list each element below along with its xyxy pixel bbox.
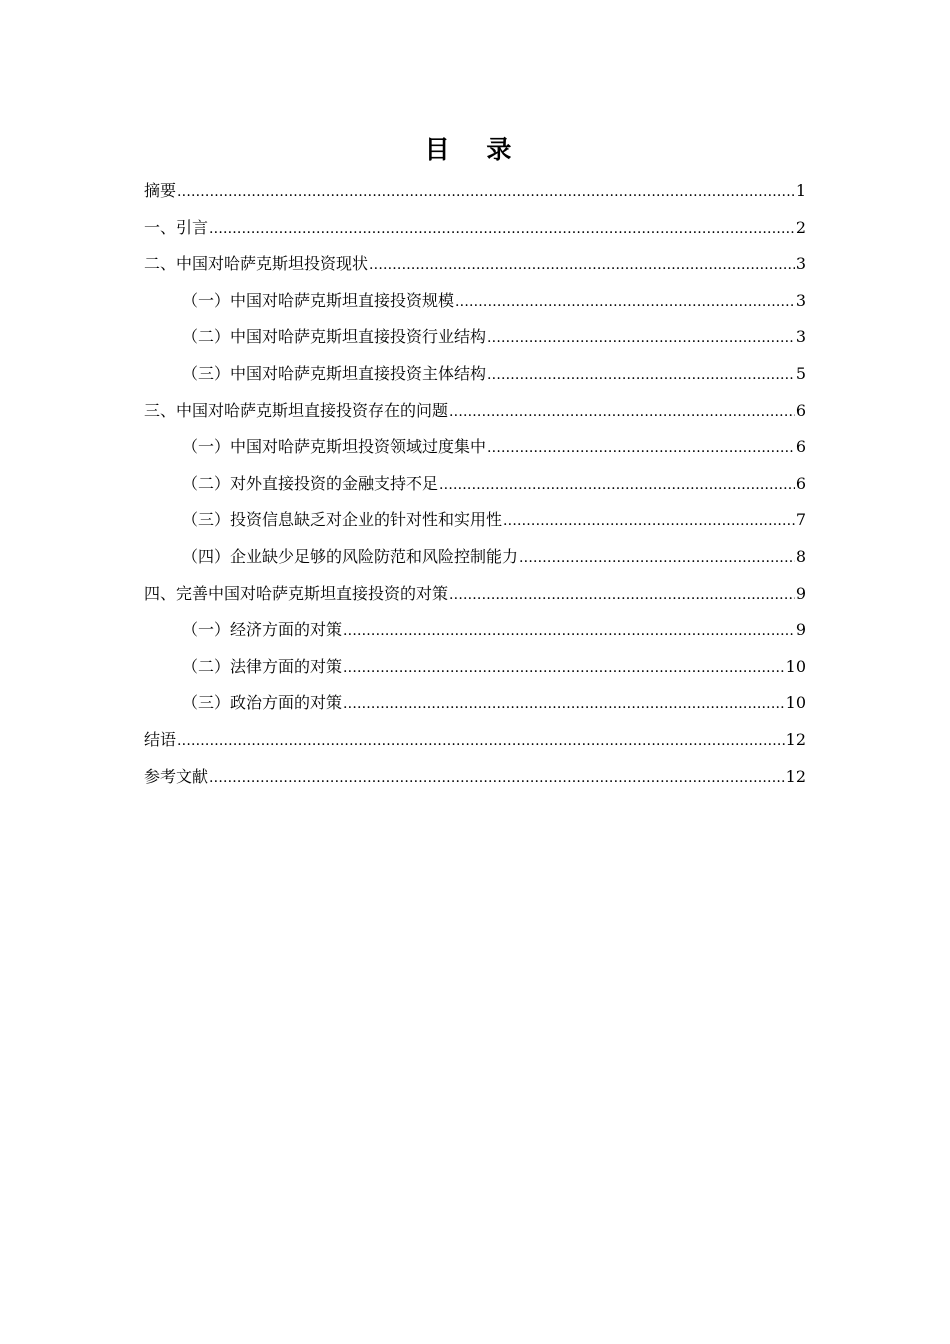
toc-leader-dots [369,247,795,284]
toc-entry[interactable] [144,759,806,796]
toc-entry[interactable] [144,210,806,247]
toc-page-number: 2 [795,217,806,237]
toc-entry[interactable] [144,393,806,430]
toc-page-number: 6 [795,437,806,457]
toc-title: 目 录 [424,135,526,164]
toc-page-number: 9 [795,583,806,603]
toc-entry-title: （三）投资信息缺乏对企业的针对性和实用性 [182,510,503,530]
toc-page-number: 7 [795,510,806,530]
toc-entry-title: （二）法律方面的对策 [182,656,343,676]
toc-entry[interactable] [144,722,806,759]
toc-leader-dots [449,577,795,614]
toc-entry-title: 四、完善中国对哈萨克斯坦直接投资的对策 [144,583,449,603]
toc-page-number: 10 [785,693,806,713]
toc-entry-title: （二）中国对哈萨克斯坦直接投资行业结构 [182,327,487,347]
toc-entry-title: 结语 [144,729,177,749]
toc-page-number: 8 [795,546,806,566]
toc-entry-title: （三）中国对哈萨克斯坦直接投资主体结构 [182,363,487,383]
toc-entry-title: 摘要 [144,181,177,200]
toc-page-number: 12 [785,766,806,786]
toc-leader-dots [519,540,795,577]
toc-leader-dots [455,284,795,321]
toc-page-number: 3 [795,290,806,310]
toc-leader-dots [449,394,795,431]
toc-subentry[interactable] [144,356,806,393]
toc-subentry[interactable] [144,612,806,649]
toc-leader-dots [439,467,795,504]
toc-page-number: 10 [785,656,806,676]
toc-entry[interactable] [144,576,806,613]
toc-entry-title: 参考文献 [144,766,209,786]
toc-leader-dots [487,357,795,394]
toc-subentry[interactable] [144,283,806,320]
toc-page-number: 12 [785,729,806,749]
toc-subentry[interactable] [144,649,806,686]
toc-subentry[interactable] [144,466,806,503]
toc-entry-title: （一）中国对哈萨克斯坦直接投资规模 [182,290,455,310]
toc-page-number: 3 [795,254,806,274]
toc-leader-dots [209,211,795,248]
toc-entry-title: 三、中国对哈萨克斯坦直接投资存在的问题 [144,400,449,420]
toc-leader-dots [343,686,785,723]
toc-page-number: 1 [795,181,806,200]
toc-leader-dots [343,650,785,687]
toc-subentry[interactable] [144,539,806,576]
toc-entry-title: （三）政治方面的对策 [182,693,343,713]
toc-page-number: 3 [795,327,806,347]
toc-subentry[interactable] [144,502,806,539]
toc-page-number: 9 [795,620,806,640]
toc-leader-dots [487,320,795,357]
toc-entry-title: 一、引言 [144,217,209,237]
toc-leader-dots [343,613,795,650]
toc-subentry[interactable] [144,429,806,466]
toc-page-number: 6 [795,400,806,420]
toc-subentry[interactable] [144,319,806,356]
toc-leader-dots [487,430,795,467]
toc-entry[interactable] [144,246,806,283]
toc-entry-title: （一）中国对哈萨克斯坦投资领域过度集中 [182,437,487,457]
toc-page-number: 6 [795,473,806,493]
toc-subentry[interactable] [144,685,806,722]
toc-entry-title: （四）企业缺少足够的风险防范和风险控制能力 [182,546,519,566]
toc-entry-title: 二、中国对哈萨克斯坦投资现状 [144,254,369,274]
toc-leader-dots [209,760,785,797]
toc-leader-dots [503,503,795,540]
toc-leader-dots [177,723,785,760]
toc-entry[interactable] [144,173,806,210]
toc-entry-title: （二）对外直接投资的金融支持不足 [182,473,439,493]
toc-entry-title: （一）经济方面的对策 [182,620,343,640]
table-of-contents [144,173,806,795]
toc-leader-dots [177,174,795,211]
toc-page-number: 5 [795,363,806,383]
